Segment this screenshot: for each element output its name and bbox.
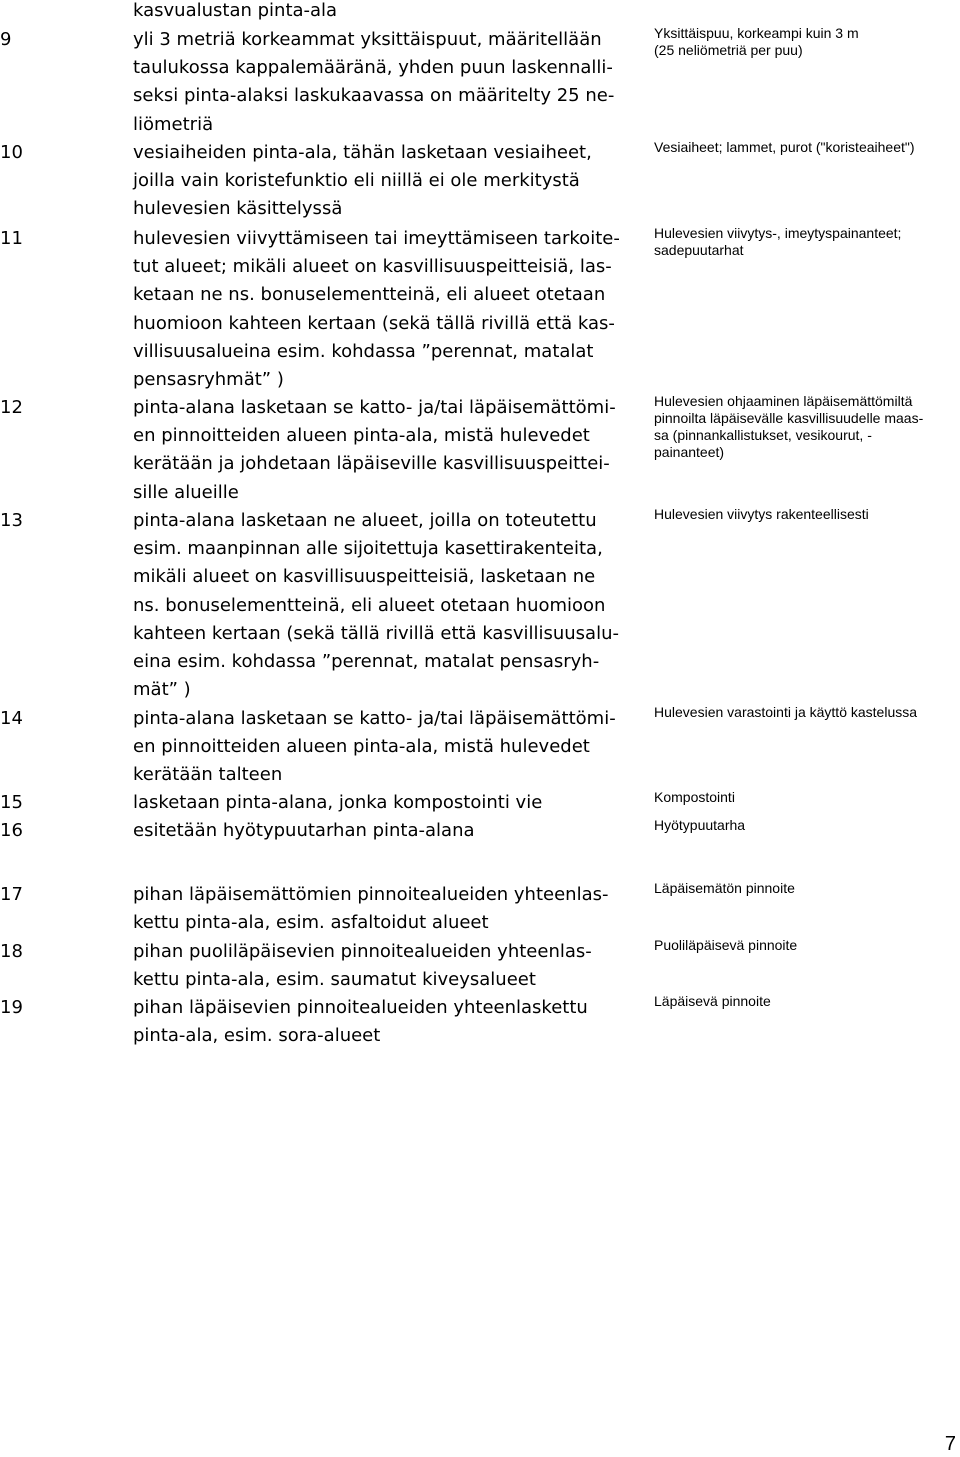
label-line: (25 neliömetriä per puu): [654, 42, 803, 58]
desc-line: pensasryhmät” ): [133, 369, 284, 391]
desc-line: mikäli alueet on kasvillisuuspeitteisiä, lasketaan ne: [133, 566, 596, 588]
desc-row-9: [133, 26, 643, 139]
label-line: Läpäisemätön pinnoite: [654, 880, 795, 896]
row-number: 14: [0, 708, 23, 729]
desc-line: kettu pinta-ala, esim. saumatut kiveysalueet: [133, 969, 536, 991]
desc-line: en pinnoitteiden alueen pinta-ala, mistä hulevedet: [133, 425, 590, 447]
desc-row-15: [133, 789, 643, 817]
label-line: Hyötypuutarha: [654, 817, 746, 833]
desc-line: kerätään talteen: [133, 764, 283, 786]
desc-row-12: [133, 394, 643, 507]
label-row-12: [654, 393, 954, 461]
row-number: 9: [0, 29, 12, 50]
desc-line: taulukossa kappalemääränä, yhden puun laskennalli-: [133, 57, 613, 79]
desc-line: kettu pinta-ala, esim. asfaltoidut alueet: [133, 912, 489, 934]
label-line: sa (pinnankallistukset, vesikourut, -: [654, 427, 872, 443]
label-line: Hulevesien viivytys rakenteellisesti: [654, 506, 869, 522]
desc-line: eina esim. kohdassa ”perennat, matalat pensasryh-: [133, 651, 600, 673]
label-row-9: [654, 25, 954, 59]
desc-row-0: [133, 0, 643, 25]
desc-line: lasketaan pinta-alana, jonka kompostointi vie: [133, 792, 543, 813]
desc-row-11: [133, 225, 643, 394]
label-row-15: [654, 789, 954, 806]
label-line: Hulevesien ohjaaminen läpäisemättömiltä: [654, 393, 913, 409]
label-line: Vesiaiheet; lammet, purot ("koristeaiheet"): [654, 139, 915, 155]
desc-line: pihan puoliläpäisevien pinnoitealueiden yhteenlas-: [133, 941, 592, 962]
desc-line: pihan läpäisevien pinnoitealueiden yhteenlaskettu: [133, 997, 588, 1018]
row-number: 16: [0, 820, 23, 841]
row-number: 13: [0, 510, 23, 531]
label-row-19: [654, 993, 954, 1010]
label-row-13: [654, 506, 954, 523]
row-number: 15: [0, 792, 23, 813]
label-line: Puoliläpäisevä pinnoite: [654, 937, 798, 953]
label-line: Yksittäispuu, korkeampi kuin 3 m: [654, 25, 859, 41]
desc-line: liömetriä: [133, 113, 214, 135]
desc-line: hulevesien käsittelyssä: [133, 198, 343, 220]
desc-line: vesiaiheiden pinta-ala, tähän lasketaan vesiaiheet,: [133, 142, 592, 163]
label-row-18: [654, 937, 954, 954]
desc-line: pinta-alana lasketaan se katto- ja/tai läpäisemättömi-: [133, 708, 616, 729]
row-number: 19: [0, 997, 23, 1018]
desc-line: esim. maanpinnan alle sijoitettuja kasettirakenteita,: [133, 538, 603, 560]
desc-line: kahteen kertaan (sekä tällä rivillä että kasvillisuusalu-: [133, 622, 619, 644]
desc-row-14: [133, 705, 643, 790]
desc-line: kasvualustan pinta-ala: [133, 0, 338, 21]
row-number: 10: [0, 142, 23, 163]
row-number: 12: [0, 397, 23, 418]
desc-line: ns. bonuselementteinä, eli alueet otetaan huomioon: [133, 594, 606, 616]
label-line: Läpäisevä pinnoite: [654, 993, 771, 1009]
desc-line: huomioon kahteen kertaan (sekä tällä rivillä että kas-: [133, 312, 615, 334]
desc-line: en pinnoitteiden alueen pinta-ala, mistä hulevedet: [133, 736, 590, 758]
label-row-10: [654, 139, 954, 156]
desc-line: mät” ): [133, 679, 191, 701]
desc-row-10: [133, 139, 643, 224]
desc-line: hulevesien viivyttämiseen tai imeyttämiseen tarkoite-: [133, 228, 620, 249]
label-line: Hulevesien varastointi ja käyttö kastelussa: [654, 704, 918, 720]
desc-line: pinta-alana lasketaan ne alueet, joilla on toteutettu: [133, 510, 597, 531]
label-line: Hulevesien viivytys-, imeytyspainanteet;: [654, 225, 902, 241]
page-number: 7: [944, 1433, 956, 1455]
desc-line: ketaan ne ns. bonuselementteinä, eli alueet otetaan: [133, 284, 606, 306]
desc-row-13: [133, 507, 643, 704]
desc-row-16: [133, 817, 643, 845]
desc-line: sille alueille: [133, 481, 239, 503]
desc-line: kerätään ja johdetaan läpäiseville kasvillisuuspeittei-: [133, 453, 610, 475]
row-number: 17: [0, 884, 23, 905]
label-line: painanteet): [654, 444, 725, 460]
desc-line: pihan läpäisemättömien pinnoitealueiden yhteenlas-: [133, 884, 609, 905]
desc-line: yli 3 metriä korkeammat yksittäispuut, määritellään: [133, 29, 602, 50]
desc-line: seksi pinta-alaksi laskukaavassa on määritelty 25 ne-: [133, 85, 615, 107]
label-line: pinnoilta läpäisevälle kasvillisuudelle maas-: [654, 410, 924, 426]
desc-row-18: [133, 938, 643, 994]
desc-line: esitetään hyötypuutarhan pinta-alana: [133, 820, 475, 841]
label-line: sadepuutarhat: [654, 242, 744, 258]
row-number: 11: [0, 228, 23, 249]
desc-line: pinta-alana lasketaan se katto- ja/tai läpäisemättömi-: [133, 397, 616, 418]
label-row-14: [654, 704, 954, 721]
desc-row-17: [133, 881, 643, 937]
desc-line: tut alueet; mikäli alueet on kasvillisuuspeitteisiä, las-: [133, 256, 612, 278]
desc-line: villisuusalueina esim. kohdassa ”perennat, matalat: [133, 340, 594, 362]
desc-row-19: [133, 994, 643, 1050]
label-line: Kompostointi: [654, 789, 735, 805]
desc-line: joilla vain koristefunktio eli niillä ei ole merkitystä: [133, 170, 580, 192]
desc-line: pinta-ala, esim. sora-alueet: [133, 1025, 381, 1047]
row-number: 18: [0, 941, 23, 962]
label-row-11: [654, 225, 954, 259]
label-row-17: [654, 880, 954, 897]
label-row-16: [654, 817, 954, 834]
